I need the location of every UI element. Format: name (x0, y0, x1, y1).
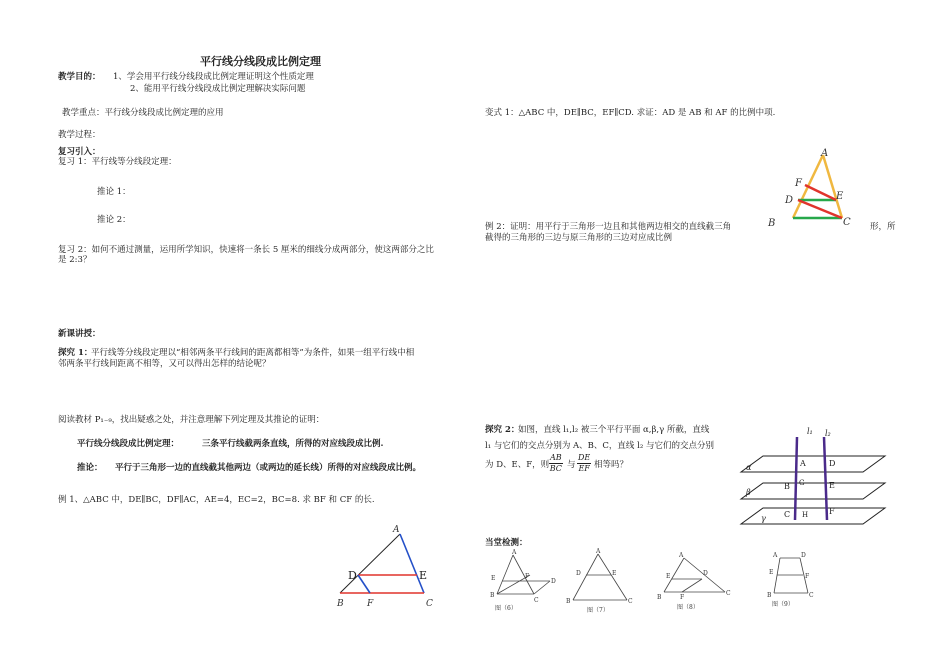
svg-text:C: C (534, 597, 539, 604)
check-figure-8 (652, 550, 732, 615)
page-title: 平行线分线段成比例定理 (200, 55, 321, 68)
label-A: A (821, 148, 829, 159)
svg-text:F: F (680, 594, 685, 601)
svg-text:F: F (525, 573, 530, 580)
label-E: E (829, 481, 835, 490)
svg-text:B: B (566, 598, 571, 605)
svg-text:D: D (551, 578, 556, 585)
check-figure-7 (565, 546, 635, 616)
corollary-label: 推论： (77, 463, 103, 473)
label-D: D (348, 569, 357, 582)
review-2-line2: 是 2:3？ (58, 255, 92, 265)
explore-1-line1: 平行线等分线段定理以“相邻两条平行线间的距离都相等”为条件，如果一组平行线中相 (91, 348, 415, 358)
check-figure-9 (760, 549, 820, 611)
caption-7: 图（7） (587, 607, 609, 614)
svg-text:E: E (666, 573, 671, 580)
plane-alpha (741, 456, 885, 472)
explore-2-line2: l₁ 与它们的交点分别为 A、B、C，直线 l₂ 与它们的交点分别 (485, 441, 714, 451)
svg-text:B: B (490, 592, 495, 599)
variant-1: 变式 1：△ABC 中，DE∥BC，EF∥CD. 求证：AD 是 AB 和 AF 的比例中项. (485, 108, 776, 118)
svg-text:D: D (801, 552, 806, 559)
corollary-2: 推论 2： (97, 215, 131, 225)
explore-1-label: 探究 1： (58, 348, 93, 358)
caption-8: 图（8） (677, 604, 699, 611)
segment-AB (340, 534, 400, 593)
fraction-DE-EF: DE EF (578, 453, 591, 473)
caption-6: 图（6） (495, 605, 517, 612)
svg-text:E: E (491, 575, 496, 582)
review-2-line1: 复习 2：如何不通过测量，运用所学知识，快速将一条长 5 厘米的细线分成两部分，使这两部分之比 (58, 245, 434, 255)
label-B: B (337, 599, 344, 609)
label-alpha: α (746, 463, 752, 472)
variant-1-figure (760, 145, 860, 230)
corollary-text: 平行于三角形一边的直线截其他两边（或两边的延长线）所得的对应线段成比例。 (115, 463, 422, 473)
svg-text:A: A (679, 552, 684, 559)
example-2-line2: 截得的三角形的三边与原三角形的三边对应成比例 (485, 233, 673, 243)
corollary-1: 推论 1： (97, 187, 131, 197)
label-gamma: γ (761, 514, 766, 523)
reading-instruction: 阅读教材 P₁₋₉，找出疑惑之处，并注意理解下列定理及其推论的证明： (58, 415, 325, 425)
svg-text:A: A (596, 548, 601, 555)
example-2-tail: 形，所 (870, 222, 896, 232)
explore-2-line1: 如图，直线 l₁,l₂ 被三个平行平面 α,β,γ 所截，直线 (518, 425, 710, 435)
explore-2-label: 探究 2： (485, 425, 520, 435)
segment-DF (358, 575, 370, 593)
label-F: F (795, 178, 802, 189)
segment-FE (805, 185, 836, 200)
example-1: 例 1、△ABC 中，DE∥BC，DF∥AC，AE=4，EC=2，BC=8. 求 BF 和 CF 的长. (58, 495, 375, 505)
caption-9: 图（9） (772, 601, 794, 608)
label-B: B (768, 218, 776, 229)
svg-text:D: D (576, 570, 581, 577)
segment-AC (823, 155, 842, 218)
svg-text:E: E (612, 570, 617, 577)
svg-text:B: B (767, 592, 772, 599)
segment-AC (400, 534, 424, 593)
label-C: C (843, 217, 851, 228)
svg-text:D: D (703, 570, 708, 577)
label-D: D (785, 195, 794, 206)
label-A: A (800, 459, 806, 468)
new-lesson-heading: 新课讲授： (58, 329, 101, 339)
label-E: E (836, 191, 844, 202)
theorem-label: 平行线分线段成比例定理： (77, 439, 180, 449)
label-F: F (829, 507, 835, 516)
label-A: A (393, 525, 400, 535)
fraction-AB-BC: AB BC (549, 453, 562, 473)
label-l2: l₂ (825, 429, 831, 438)
explore-1-line2: 邻两条平行线间距离不相等，又可以得出怎样的结论呢？ (58, 359, 271, 369)
teaching-focus: 教学重点：平行线分线段成比例定理的应用 (62, 108, 224, 118)
svg-text:C: C (809, 592, 814, 599)
label-l1: l₁ (807, 427, 813, 436)
svg-text:C: C (628, 598, 633, 605)
goal-2: 2、能用平行线分线段成比例定理解决实际问题 (130, 84, 306, 94)
label-B: B (784, 482, 790, 491)
svg-text:A: A (773, 552, 778, 559)
label-G: G (799, 479, 805, 487)
plane-beta (741, 483, 885, 499)
segment-DC (798, 200, 842, 218)
svg-text:B: B (657, 594, 662, 601)
teaching-process: 教学过程： (58, 130, 101, 140)
svg-text:C: C (726, 590, 731, 597)
explore-2-line3a: 为 D、E、F，则 (485, 460, 550, 470)
example-2-line1: 例 2：证明：用平行于三角形一边且和其他两边相交的直线截三角 (485, 222, 732, 232)
label-beta: β (746, 488, 751, 497)
label-C: C (784, 510, 791, 519)
check-figure-6 (488, 548, 558, 613)
svg-text:A: A (512, 549, 517, 556)
review-heading: 复习引入： (58, 147, 101, 157)
label-D: D (829, 459, 836, 468)
example-1-figure (330, 522, 445, 612)
label-F: F (367, 599, 374, 609)
label-H: H (802, 511, 809, 519)
review-1: 复习 1：平行线等分线段定理： (58, 157, 177, 167)
goals-label: 教学目的： (58, 72, 101, 82)
theorem-text: 三条平行线截两条直线，所得的对应线段成比例. (202, 439, 384, 449)
goal-1: 1、学会用平行线分线段成比例定理证明这个性质定理 (113, 72, 314, 82)
parallel-planes-figure (735, 425, 890, 530)
svg-text:F: F (805, 573, 810, 580)
explore-2-line3c: 相等吗？ (594, 460, 629, 470)
label-E: E (419, 569, 428, 582)
explore-2-line3b: 与 (567, 460, 576, 470)
in-class-check-heading: 当堂检测： (485, 538, 528, 548)
label-C: C (426, 599, 433, 609)
svg-text:E: E (769, 569, 774, 576)
